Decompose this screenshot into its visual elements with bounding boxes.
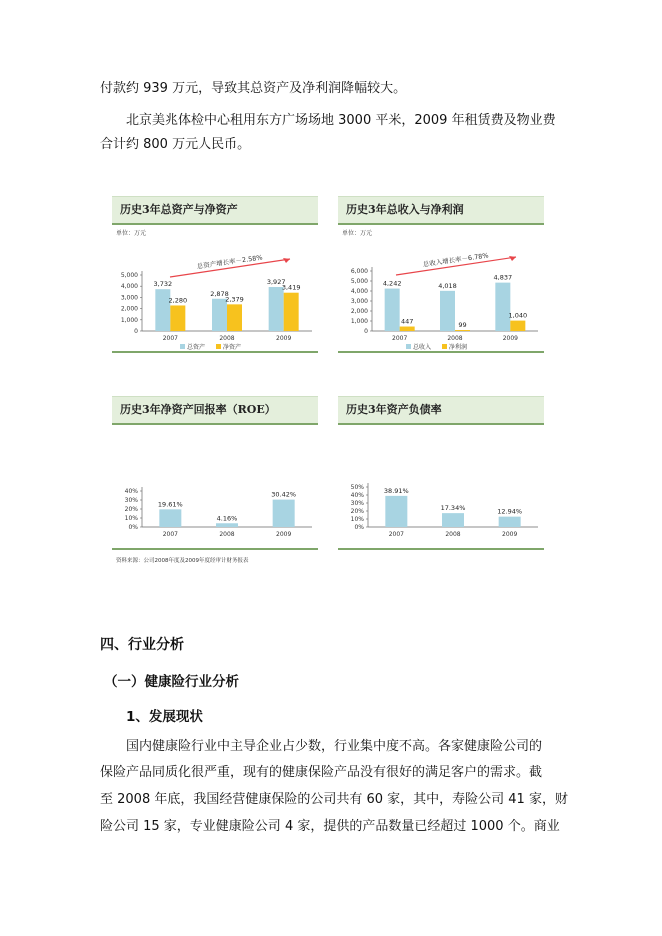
unit-label: 单位：万元 [116,230,147,237]
bar-总收入-2008 [440,291,455,331]
y-tick-label: 0% [354,524,364,531]
x-tick-label: 2007 [162,531,178,538]
chart-panel-debt [338,396,544,543]
unit-label: 单位：万元 [342,230,373,237]
bar-净利润-2008 [455,330,470,331]
y-tick-label: 20% [124,506,138,513]
intro-line-3: 合计约 800 万元人民币。 [100,137,251,152]
bar-总资产-2008 [212,299,227,331]
chart-title: 历史3年资产负债率 [338,396,544,425]
body-line-2: 保险产品同质化很严重，现有的健康保险产品没有很好的满足客户的需求。截 [100,765,543,780]
data-label: 3,927 [266,278,286,287]
chart-panel-assets [112,196,318,353]
data-label: 12.94% [497,507,523,516]
data-label: 2,280 [168,296,188,305]
y-tick-label: 0 [134,328,138,335]
divider [338,548,544,550]
subsection-heading: （一）健康险行业分析 [104,674,239,690]
x-tick-label: 2009 [276,335,292,342]
y-tick-label: 50% [350,484,364,491]
intro-line-2: 北京美兆体检中心租用东方广场场地 3000 平米，2009 年租赁费及物业费 [126,113,556,128]
growth-annotation: 总收入增长率－6.78% [422,251,490,269]
x-tick-label: 2009 [502,531,518,538]
y-tick-label: 1,000 [350,318,368,325]
legend-swatch [180,344,185,349]
data-label: 19.61% [157,500,183,509]
chart-title: 历史3年净资产回报率（ROE） [112,396,318,425]
legend-label: 净利润 [449,344,468,351]
data-label: 17.34% [440,504,466,513]
legend-label: 净资产 [223,344,242,351]
x-tick-label: 2008 [219,531,235,538]
data-label: 4,837 [493,273,513,282]
legend-label: 总资产 [187,344,206,351]
topic-heading: 1、发展现状 [126,709,203,725]
x-tick-label: 2007 [162,335,178,342]
legend-swatch [406,344,411,349]
y-tick-label: 0 [364,328,368,335]
y-tick-label: 40% [124,488,138,495]
data-label: 1,040 [508,311,528,320]
body-line-3: 至 2008 年底，我国经营健康保险的公司共有 60 家，其中，寿险公司 41 家，财 [100,792,568,807]
data-label: 447 [400,317,414,326]
data-label: 3,419 [281,283,301,292]
bar-总收入-2007 [385,289,400,331]
x-tick-label: 2008 [445,531,461,538]
data-label: 4,242 [382,279,402,288]
legend-label: 总收入 [413,344,432,351]
chart-title: 历史3年总资产与净资产 [112,196,318,225]
bar-资产负债率-2007 [385,496,407,527]
y-tick-label: 4,000 [350,288,368,295]
data-label: 38.91% [383,486,409,495]
growth-annotation: 总资产增长率－2.58% [196,253,264,271]
roe-chart [112,425,318,543]
data-label: 99 [458,321,467,330]
data-label: 2,379 [225,295,244,304]
chart-panel-income [338,196,544,353]
bar-净资产-2009 [284,293,299,331]
assets-chart [112,225,318,351]
x-tick-label: 2007 [392,335,408,342]
chart-title: 历史3年总收入与净利润 [338,196,544,225]
section-heading: 四、行业分析 [100,637,184,653]
x-tick-label: 2008 [219,335,235,342]
bar-资产负债率-2009 [499,517,521,527]
debt-chart [338,425,544,543]
chart-panel-roe [112,396,318,543]
data-label: 2,878 [210,289,229,298]
y-tick-label: 10% [124,515,138,522]
legend-swatch [216,344,221,349]
source-note: 资料来源：公司2008年度及2009年度经审计财务报表 [116,558,249,564]
y-tick-label: 30% [124,497,138,504]
bar-ROE-2009 [273,500,295,527]
data-label: 30.42% [271,490,297,499]
intro-line-1: 付款约 939 万元，导致其总资产及净利润降幅较大。 [100,81,407,96]
y-tick-label: 1,000 [120,316,138,324]
bar-净资产-2008 [227,304,242,331]
y-tick-label: 4,000 [120,283,138,291]
y-tick-label: 6,000 [350,268,368,275]
bar-资产负债率-2008 [442,513,464,527]
x-tick-label: 2007 [388,531,404,538]
y-tick-label: 2,000 [120,305,138,313]
x-tick-label: 2009 [502,335,518,342]
legend-swatch [442,344,447,349]
body-line-4: 险公司 15 家，专业健康险公司 4 家，提供的产品数量已经超过 1000 个。商业 [100,819,560,834]
bar-ROE-2008 [216,523,238,527]
y-tick-label: 30% [350,500,364,507]
x-tick-label: 2009 [276,531,292,538]
y-tick-label: 3,000 [350,298,368,305]
bar-净利润-2009 [510,321,525,331]
y-tick-label: 0% [128,524,138,531]
y-tick-label: 3,000 [120,294,138,302]
divider [112,548,318,550]
bar-净资产-2007 [170,305,185,331]
y-tick-label: 5,000 [350,278,368,285]
data-label: 4.16% [216,514,238,523]
bar-ROE-2007 [159,509,181,527]
y-tick-label: 2,000 [350,308,368,315]
y-tick-label: 10% [350,516,364,523]
data-label: 3,732 [153,280,173,289]
body-line-1: 国内健康险行业中主导企业占少数，行业集中度不高。各家健康险公司的 [126,739,543,754]
x-tick-label: 2008 [447,335,463,342]
data-label: 4,018 [438,281,457,290]
bar-净利润-2007 [400,327,415,331]
bar-总收入-2009 [495,283,510,331]
y-tick-label: 20% [350,508,364,515]
bar-总资产-2009 [269,287,284,331]
income-chart [338,225,544,351]
y-tick-label: 5,000 [120,272,138,279]
y-tick-label: 40% [350,492,364,499]
